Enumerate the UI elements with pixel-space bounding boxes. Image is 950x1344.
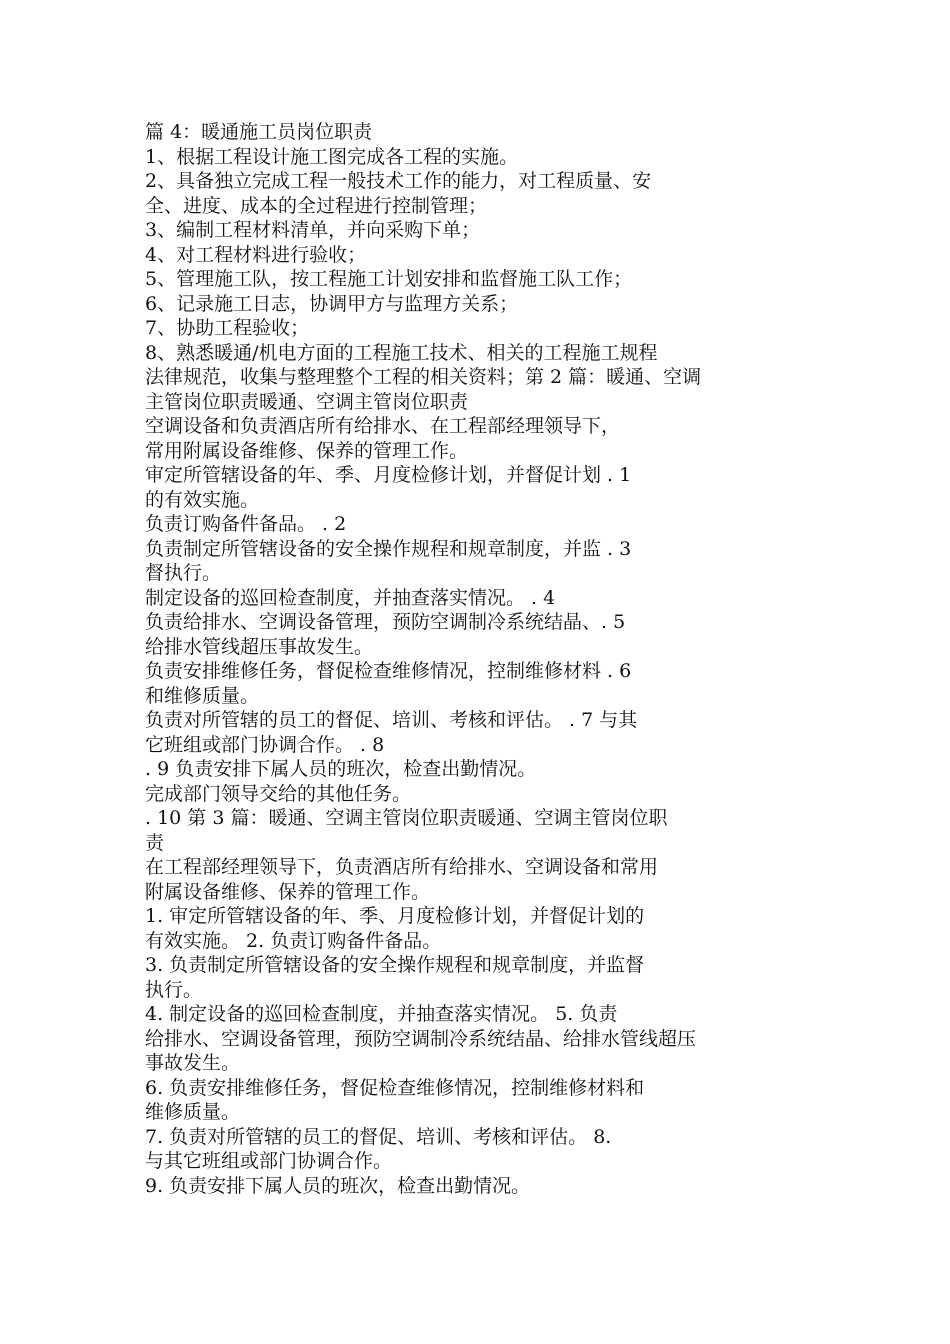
text-line: 空调设备和负责酒店所有给排水、在工程部经理领导下， [145,415,621,437]
text-line: 3、编制工程材料清单，并向采购下单； [145,219,481,241]
text-line: 督执行。 [145,562,222,584]
text-line: 3. 负责制定所管辖设备的安全操作规程和规章制度，并监督 [145,954,645,976]
text-line: 常用附属设备维修、保养的管理工作。 [145,439,469,462]
text-line: 全、进度、成本的全过程进行控制管理； [145,194,488,217]
text-line: 执行。 [145,978,203,1001]
text-line: 负责制定所管辖设备的安全操作规程和规章制度，并监 . 3 [145,537,632,560]
text-line: 在工程部经理领导下，负责酒店所有给排水、空调设备和常用 [145,856,659,878]
section-heading: 篇 4：暖通施工员岗位职责 [145,121,373,143]
text-line: 给排水、空调设备管理，预防空调制冷系统结晶、给排水管线超压 [145,1027,697,1050]
text-line: 负责对所管辖的员工的督促、培训、考核和评估。 . 7 与其 [145,709,638,731]
text-line: 与其它班组或部门协调合作。 [145,1150,393,1172]
text-line: 5、管理施工队，按工程施工计划安排和监督施工队工作； [145,268,633,290]
text-line: 法律规范，收集与整理整个工程的相关资料；第 2 篇：暖通、空调 [145,366,702,388]
text-line: . 9 负责安排下属人员的班次，检查出勤情况。 [145,758,537,780]
text-line: 4、对工程材料进行验收； [145,243,367,266]
text-line: 审定所管辖设备的年、季、月度检修计划，并督促计划 . 1 [145,464,632,486]
text-line: 7、协助工程验收； [145,317,310,339]
text-line: 2、具备独立完成工程一般技术工作的能力，对工程质量、安 [145,170,652,192]
text-line: 负责安排维修任务，督促检查维修情况，控制维修材料 . 6 [145,660,632,682]
text-line: 4. 制定设备的巡回检查制度，并抽查落实情况。 5. 负责 [145,1003,618,1025]
text-line: 主管岗位职责暖通、空调主管岗位职责 [145,390,469,413]
text-line: 的有效实施。 [145,488,260,511]
text-line: 给排水管线超压事故发生。 [145,635,374,658]
text-line: 制定设备的巡回检查制度，并抽查落实情况。 . 4 [145,586,556,609]
text-line: 事故发生。 [145,1052,241,1074]
text-line: 责 [145,831,165,854]
text-line: 1、根据工程设计施工图完成各工程的实施。 [145,145,519,168]
text-line: 它班组或部门协调合作。 . 8 [145,733,385,756]
text-line: 和维修质量。 [145,684,260,707]
text-line: 负责给排水、空调设备管理，预防空调制冷系统结晶、. 5 [145,611,626,633]
document-body [145,120,810,1198]
text-line: 维修质量。 [145,1101,241,1123]
text-line: 完成部门领导交给的其他任务。 [145,782,412,805]
text-line: . 10 第 3 篇：暖通、空调主管岗位职责暖通、空调主管岗位职 [145,807,668,829]
text-line: 9. 负责安排下属人员的班次，检查出勤情况。 [145,1174,531,1197]
text-line: 8、熟悉暖通/机电方面的工程施工技术、相关的工程施工规程 [145,341,658,364]
text-line: 负责订购备件备品。 . 2 [145,513,347,535]
text-line: 6. 负责安排维修任务，督促检查维修情况，控制维修材料和 [145,1076,645,1099]
text-line: 6、记录施工日志，协调甲方与监理方关系； [145,292,519,315]
text-line: 有效实施。 2. 负责订购备件备品。 [145,929,442,952]
text-line: 7. 负责对所管辖的员工的督促、培训、考核和评估。 8. [145,1125,612,1148]
text-line: 附属设备维修、保养的管理工作。 [145,880,431,903]
text-line: 1. 审定所管辖设备的年、季、月度检修计划，并督促计划的 [145,905,645,927]
